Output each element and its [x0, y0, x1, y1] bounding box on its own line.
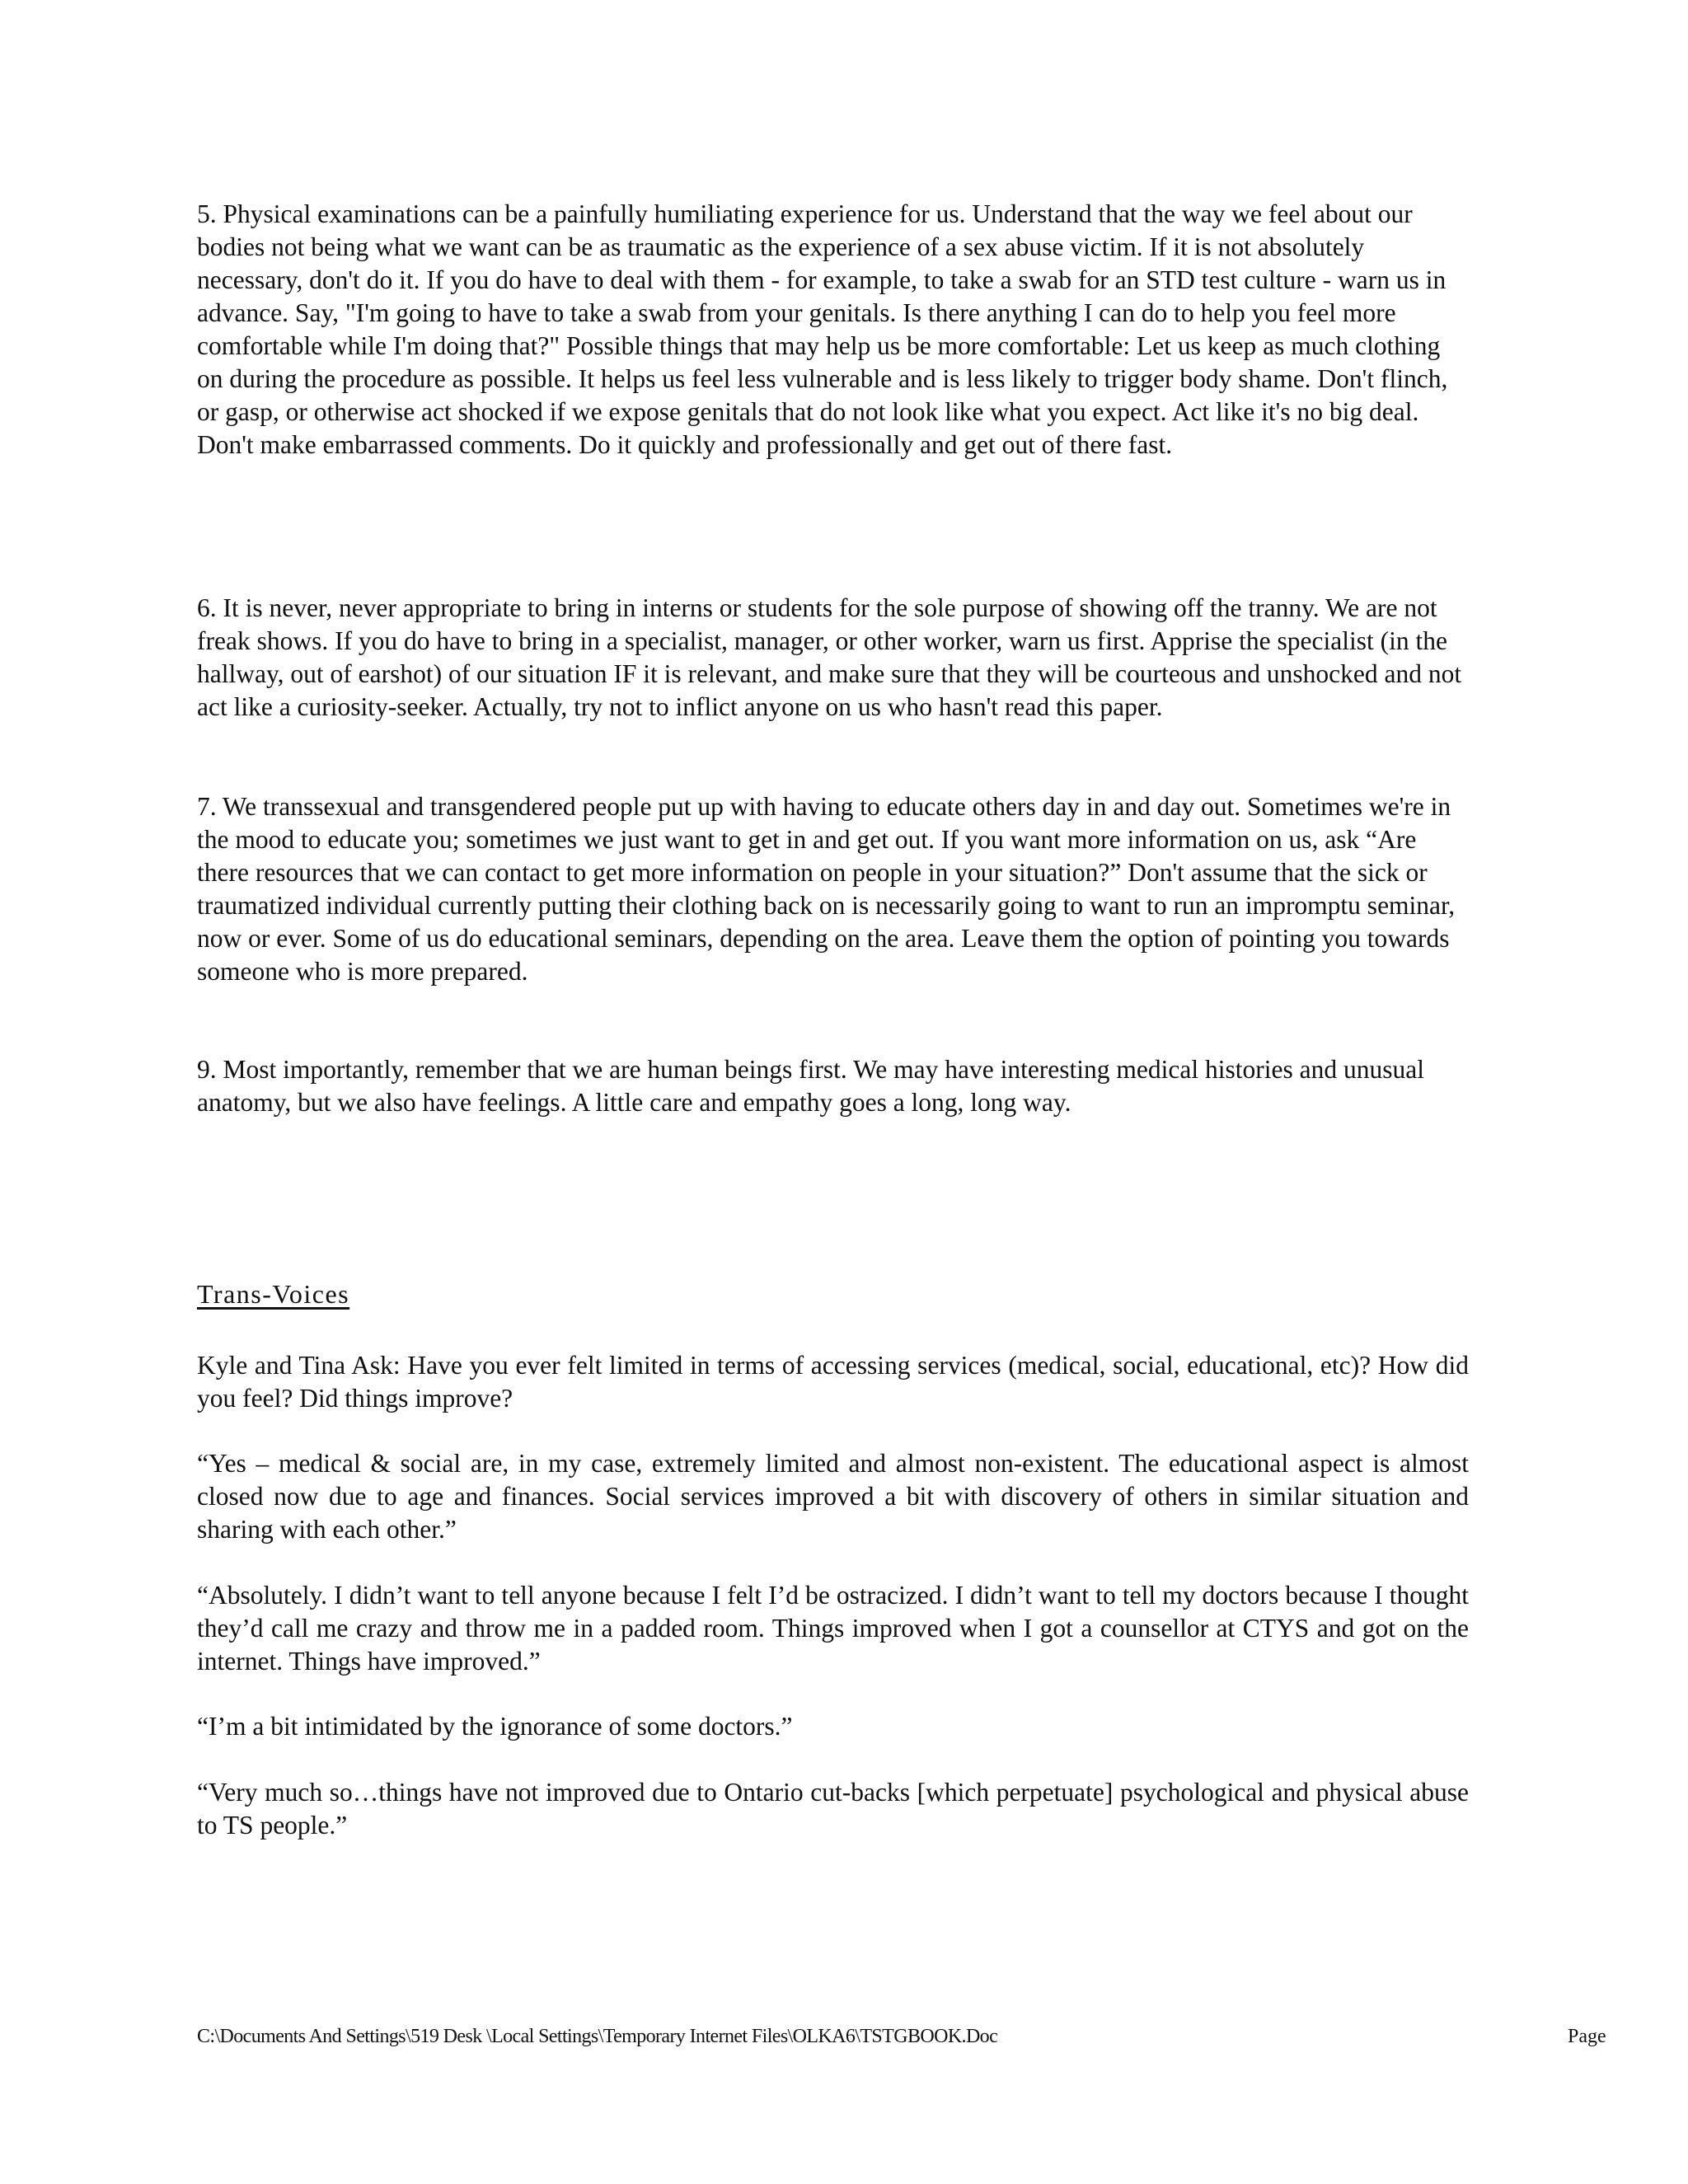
trans-voices-response-3: “I’m a bit intimidated by the ignorance of some doctors.” — [197, 1712, 793, 1741]
trans-voices-response-4: “Very much so…things have not improved due to Ontario cut-backs [which perpetuate] psychological and physical abuse to TS people.” — [197, 1778, 1469, 1840]
paragraph-item-7: 7. We transsexual and transgendered people put up with having to educate others day in and day out. Sometimes we're in the mood to educate you; sometimes we just want to get in and get out. If you want more information on us, ask “Are there resources that we can contact to get more information on people in your situation?” Don't assume that the sick or traumatized individual currently putting their clothing back on is necessarily going to want to run an impromptu seminar, now or ever. Some of us do educational seminars, depending on the area. Leave them the option of pointing you towards someone who is more prepared. — [197, 792, 1456, 986]
trans-voices-response-2: “Absolutely. I didn’t want to tell anyone because I felt I’d be ostracized. I didn’t want to tell my doctors because I thought they’d call me crazy and throw me in a padded room. Things improved when I got a counsellor at CTYS and got on the internet. Things have improved.” — [197, 1581, 1469, 1675]
footer-page-label: Page — [1568, 2026, 1606, 2047]
paragraph-item-5: 5. Physical examinations can be a painfully humiliating experience for us. Understand that the way we feel about our bodies not being what we want can be as traumatic as the experience of a sex abuse victim. If it is not absolutely necessary, don't do it. If you do have to deal with them - for example, to take a swab for an STD test culture - warn us in advance. Say, "I'm going to have to take a swab from your genitals. Is there anything I can do to help you feel more comfortable while I'm doing that?" Possible things that may help us be more comfortable: Let us keep as much clothing on during the procedure as possible. It helps us feel less vulnerable and is less likely to trigger body shame. Don't flinch, or gasp, or otherwise act shocked if we expose genitals that do not look like what you expect. Act like it's no big deal. Don't make embarrassed comments. Do it quickly and professionally and get out of there fast. — [197, 199, 1448, 459]
paragraph-item-9: 9. Most importantly, remember that we are human beings first. We may have interesting medical histories and unusual anatomy, but we also have feelings. A little care and empathy goes a long, long way. — [197, 1055, 1424, 1117]
trans-voices-question: Kyle and Tina Ask: Have you ever felt limited in terms of accessing services (medical, social, educational, etc)? How did you feel? Did things improve? — [197, 1351, 1469, 1413]
section-heading-trans-voices: Trans-Voices — [197, 1279, 350, 1309]
trans-voices-response-1: “Yes – medical & social are, in my case, extremely limited and almost non-existent. The educational aspect is almost closed now due to age and finances. Social services improved a bit with discovery of others in similar situation and sharing with each other.” — [197, 1449, 1469, 1544]
paragraph-item-6: 6. It is never, never appropriate to bring in interns or students for the sole purpose of showing off the tranny. We are not freak shows. If you do have to bring in a specialist, manager, or other worker, warn us first. Apprise the specialist (in the hallway, out of earshot) of our situation IF it is relevant, and make sure that they will be courteous and unshocked and not act like a curiosity-seeker. Actually, try not to inflict anyone on us who hasn't read this paper. — [197, 593, 1462, 721]
footer-file-path: C:\Documents And Settings\519 Desk \Local Settings\Temporary Internet Files\OLKA6\TSTGBOOK.Doc — [197, 2026, 998, 2047]
